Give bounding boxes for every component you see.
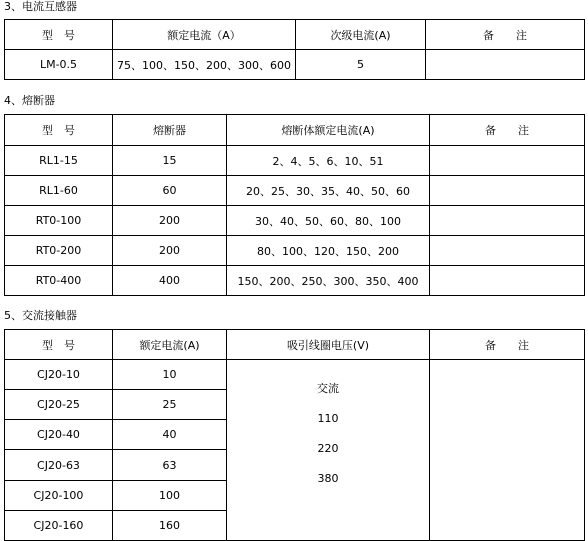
cell-model: RL1-15	[5, 146, 113, 176]
cell-rated-current: 40	[113, 420, 227, 450]
cell-remark	[426, 50, 585, 80]
header-model: 型 号	[5, 115, 113, 146]
cell-model: CJ20-10	[5, 360, 113, 390]
table-row	[5, 50, 585, 80]
cell-model: CJ20-63	[5, 450, 113, 480]
cell-fuse: 15	[113, 146, 227, 176]
header-remark: 备 注	[426, 20, 585, 50]
cell-remark	[430, 236, 585, 266]
fuse-table	[4, 114, 585, 296]
cell-model: CJ20-25	[5, 390, 113, 420]
table-row	[5, 206, 585, 236]
header-rated-current: 额定电流（A）	[113, 20, 296, 50]
coil-voltage-cell	[227, 360, 430, 541]
cell-remark	[430, 146, 585, 176]
cell-fuse: 200	[113, 236, 227, 266]
cell-fuse-rated-current: 80、100、120、150、200	[227, 236, 430, 266]
cell-fuse-rated-current: 150、200、250、300、350、400	[227, 266, 430, 296]
table-row	[5, 146, 585, 176]
current-transformer-table	[4, 19, 585, 80]
cell-rated-current: 160	[113, 510, 227, 540]
ac-contactor-table	[4, 329, 585, 541]
cell-rated-current: 75、100、150、200、300、600	[113, 50, 296, 80]
section-4-title: 4、熔断器	[4, 94, 55, 107]
section-5-title: 5、交流接触器	[4, 309, 77, 322]
header-model: 型 号	[5, 20, 113, 50]
table-row	[5, 176, 585, 206]
cell-model: RT0-400	[5, 266, 113, 296]
cell-fuse: 60	[113, 176, 227, 206]
cell-model: RT0-100	[5, 206, 113, 236]
cell-model: CJ20-40	[5, 420, 113, 450]
cell-fuse-rated-current: 2、4、5、6、10、51	[227, 146, 430, 176]
cell-rated-current: 10	[113, 360, 227, 390]
header-rated-current: 额定电流(A)	[113, 330, 227, 360]
table-row	[5, 360, 585, 390]
cell-remark	[430, 266, 585, 296]
voltage-type: 交流	[317, 382, 339, 395]
cell-model: RL1-60	[5, 176, 113, 206]
cell-fuse-rated-current: 20、25、30、35、40、50、60	[227, 176, 430, 206]
cell-rated-current: 25	[113, 390, 227, 420]
voltage-value: 220	[317, 442, 339, 455]
cell-rated-current: 63	[113, 450, 227, 480]
header-remark: 备 注	[430, 330, 585, 360]
cell-fuse-rated-current: 30、40、50、60、80、100	[227, 206, 430, 236]
header-model: 型 号	[5, 330, 113, 360]
header-fuse: 熔断器	[113, 115, 227, 146]
cell-model: RT0-200	[5, 236, 113, 266]
table-header-row	[5, 20, 585, 50]
table-header-row	[5, 330, 585, 360]
cell-model: CJ20-100	[5, 480, 113, 510]
header-secondary-current: 次级电流(A)	[296, 20, 426, 50]
cell-fuse: 400	[113, 266, 227, 296]
cell-remark	[430, 360, 585, 541]
voltage-value: 380	[317, 472, 339, 485]
header-remark: 备 注	[430, 115, 585, 146]
header-coil-voltage: 吸引线圈电压(V)	[227, 330, 430, 360]
cell-secondary-current: 5	[296, 50, 426, 80]
cell-model: LM-0.5	[5, 50, 113, 80]
section-3-title: 3、电流互感器	[4, 0, 77, 13]
cell-remark	[430, 206, 585, 236]
cell-fuse: 200	[113, 206, 227, 236]
table-row	[5, 236, 585, 266]
cell-model: CJ20-160	[5, 510, 113, 540]
table-header-row	[5, 115, 585, 146]
header-fuse-rated-current: 熔断体额定电流(A)	[227, 115, 430, 146]
table-row	[5, 266, 585, 296]
cell-rated-current: 100	[113, 480, 227, 510]
cell-remark	[430, 176, 585, 206]
voltage-value: 110	[317, 412, 339, 425]
